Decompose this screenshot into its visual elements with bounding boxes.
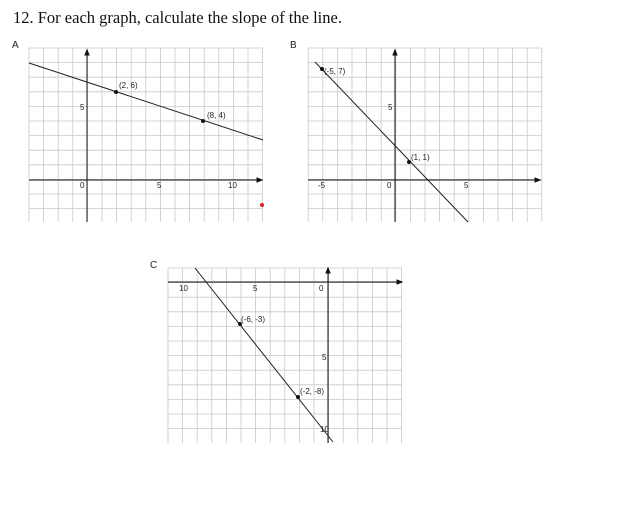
graph-b-tick-x5: 5 [464, 181, 469, 190]
graph-c-point-1-label: (-6, -3) [241, 315, 265, 324]
graph-b-label: B [290, 40, 297, 51]
graph-b-line [315, 62, 468, 222]
graph-c-tick-x-5: 5 [253, 284, 258, 293]
graph-c-tick-x-10: 10 [179, 284, 188, 293]
graph-c-tick-y-10: 10 [320, 425, 329, 434]
graph-a-tick-y5: 5 [80, 103, 85, 112]
graph-a [12, 40, 264, 222]
graph-a-point-1-label: (2, 6) [119, 81, 138, 90]
graph-a-tick-x10: 10 [228, 181, 237, 190]
graph-a-tick-x5: 5 [157, 181, 162, 190]
graph-b-tick-y5: 5 [388, 103, 393, 112]
graph-a-point-2 [201, 119, 205, 123]
graph-b [290, 40, 542, 222]
graph-a-origin-label: 0 [80, 181, 85, 190]
graph-c-origin-label: 0 [319, 284, 324, 293]
graph-b-tick-x-5: -5 [318, 181, 326, 190]
graph-a-point-2-label: (8, 4) [207, 111, 226, 120]
graph-c-tick-y-5: 5 [322, 353, 327, 362]
graph-c-line [195, 268, 333, 442]
graph-a-label: A [12, 40, 19, 51]
graph-c-label: C [150, 260, 158, 271]
graph-c-grid [168, 268, 402, 443]
graph-b-point-1-label: (-5, 7) [324, 67, 346, 76]
graph-c-point-2-label: (-2, -8) [300, 387, 324, 396]
graph-b-origin-label: 0 [387, 181, 392, 190]
graph-b-point-2-label: (1, 1) [411, 153, 430, 162]
red-marker-dot [260, 203, 264, 207]
graph-a-point-1 [114, 90, 118, 94]
question-title: 12. For each graph, calculate the slope of the line. [13, 8, 342, 27]
graph-c [150, 260, 402, 443]
